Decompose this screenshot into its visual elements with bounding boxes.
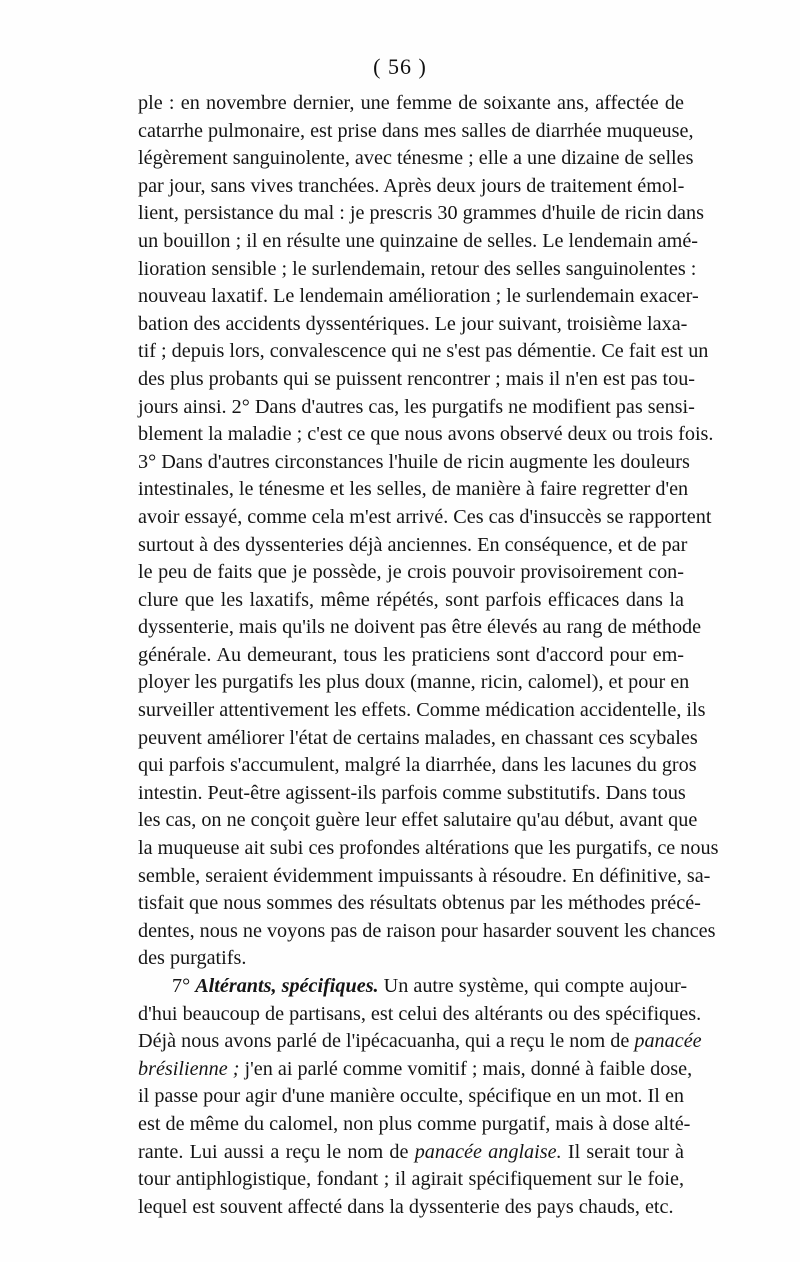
body-text [138,90,719,1221]
text-line: lequel est souvent affecté dans la dyssenterie des pays chauds, etc. [138,1195,674,1218]
text-line: surtout à des dyssenteries déjà anciennes. En conséquence, et de par [138,533,688,556]
italic-term: panacée [634,1030,702,1053]
text-line: catarrhe pulmonaire, est prise dans mes salles de diarrhée muqueuse, [138,119,694,142]
text-line: dentes, nous ne voyons pas de raison pour hasarder souvent les chances [138,919,716,942]
text-line: le peu de faits que je possède, je crois pouvoir provisoirement con- [138,561,684,584]
text-line [138,1056,693,1084]
text-line: intestinales, le ténesme et les selles, de manière à faire regretter d'en [138,478,689,501]
text-line: peuvent améliorer l'état de certains malades, en chassant ces scybales [138,726,698,749]
text-line [138,1028,702,1056]
text-line: générale. Au demeurant, tous les praticiens sont d'accord pour em- [138,643,684,666]
italic-term: panacée anglaise. [414,1140,562,1163]
text-line: tour antiphlogistique, fondant ; il agirait spécifiquement sur le foie, [138,1168,684,1191]
text-line: ple : en novembre dernier, une femme de soixante ans, affectée de [138,92,684,114]
section-number: 7° [172,975,191,997]
text-line: clure que les laxatifs, même répétés, sont parfois efficaces dans la [138,588,684,611]
page-number: ( 56 ) [373,54,427,79]
text-line: d'hui beaucoup de partisans, est celui des altérants ou des spécifiques. [138,1002,702,1025]
section-heading-line [138,973,688,1001]
text-line: la muqueuse ait subi ces profondes altérations que les purgatifs, ce nous [138,837,719,860]
text-line: intestin. Peut-être agissent-ils parfois comme substitutifs. Dans tous [138,781,686,804]
text-line: lioration sensible ; le surlendemain, retour des selles sanguinolentes : [138,257,697,280]
text-segment: Déjà nous avons parlé de l'ipécacuanha, qui a reçu le nom de [138,1030,630,1053]
text-line: un bouillon ; il en résulte une quinzaine de selles. Le lendemain amé- [138,229,699,252]
text-line: avoir essayé, comme cela m'est arrivé. Ces cas d'insuccès se rapportent [138,505,712,528]
text-line: qui parfois s'accumulent, malgré la diarrhée, dans les lacunes du gros [138,754,697,777]
text-line: des purgatifs. [138,947,247,970]
text-line: légèrement sanguinolente, avec ténesme ; elle a une dizaine de selles [138,147,694,170]
section-heading: Altérants, spécifiques. [195,975,379,997]
text-line: bation des accidents dyssentériques. Le jour suivant, troisième laxa- [138,312,688,335]
text-line: tif ; depuis lors, convalescence qui ne s'est pas démentie. Ce fait est un [138,340,709,363]
section-heading-text: Un autre système, qui compte aujour- [383,975,688,997]
text-line: il passe pour agir d'une manière occulte, spécifique en un mot. Il en [138,1085,684,1108]
text-segment: Il serait tour à [567,1140,685,1163]
text-segment: j'en ai parlé comme vomitif ; mais, donné à faible dose, [244,1057,693,1080]
italic-term: brésilienne ; [138,1057,240,1080]
text-line: semble, seraient évidemment impuissants à résoudre. En définitive, sa- [138,864,711,887]
text-line: par jour, sans vives tranchées. Après deux jours de traitement émol- [138,174,685,197]
text-line: dyssenterie, mais qu'ils ne doivent pas être élevés au rang de méthode [138,616,702,639]
text-line: est de même du calomel, non plus comme purgatif, mais à dose alté- [138,1112,691,1135]
text-line: tisfait que nous sommes des résultats obtenus par les méthodes précé- [138,892,701,915]
text-line: surveiller attentivement les effets. Comme médication accidentelle, ils [138,699,706,722]
text-line: 3° Dans d'autres circonstances l'huile de ricin augmente les douleurs [138,450,690,473]
text-line: nouveau laxatif. Le lendemain amélioration ; le surlendemain exacer- [138,285,699,308]
text-line: lient, persistance du mal : je prescris 30 grammes d'huile de ricin dans [138,202,704,225]
text-line: jours ainsi. 2° Dans d'autres cas, les purgatifs ne modifient pas sensi- [138,395,695,418]
text-line: des plus probants qui se puissent rencontrer ; mais il n'en est pas tou- [138,367,696,390]
text-line: les cas, on ne conçoit guère leur effet salutaire qu'au début, avant que [138,809,698,832]
text-line [138,1139,684,1167]
text-segment: rante. Lui aussi a reçu le nom de [138,1140,409,1163]
text-line: ployer les purgatifs les plus doux (manne, ricin, calomel), et pour en [138,671,690,694]
text-line: blement la maladie ; c'est ce que nous avons observé deux ou trois fois. [138,423,714,446]
